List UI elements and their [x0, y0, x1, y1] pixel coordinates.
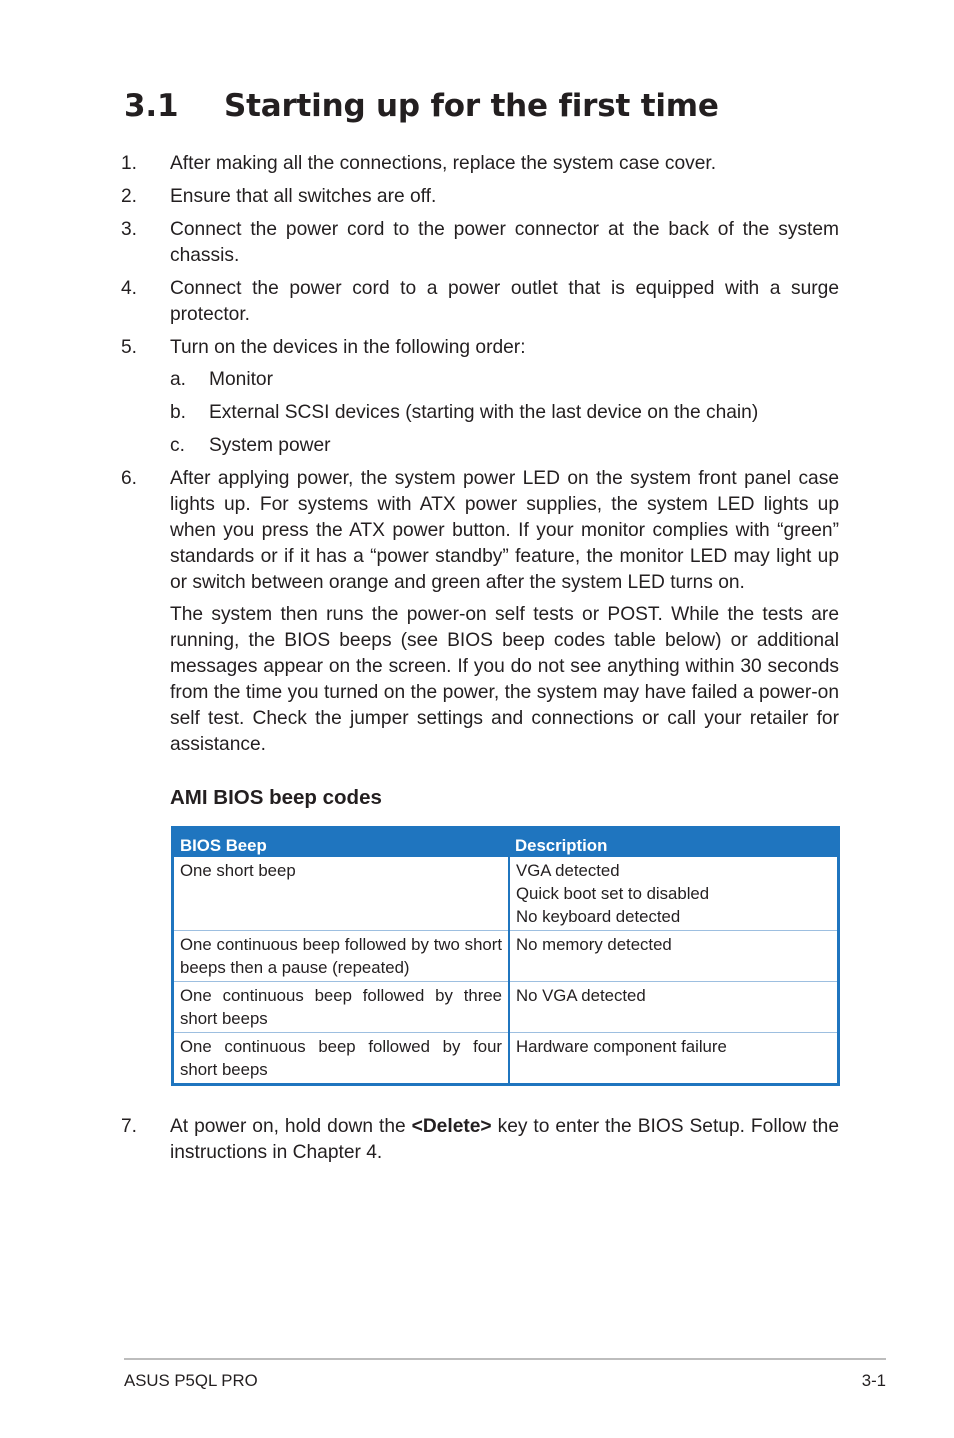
post-paragraph: The system then runs the power-on self tests or POST. While the tests are running, the BIOS beeps (see BIOS beep codes table below) or additional messages appear on the screen. If you do not see anything within 30 seconds from the time you turned on the power, the system may have failed a power-on self test. Check the jumper settings and connections or call your retailer for assistance.	[170, 604, 839, 755]
step-3	[121, 217, 839, 269]
section-number: 3.1	[124, 88, 179, 124]
description-line: No VGA detected	[516, 986, 646, 1005]
table-header-row	[173, 828, 839, 858]
beep-cell: One short beep	[173, 857, 510, 931]
substep-letter: a.	[170, 369, 187, 390]
step-1	[121, 151, 839, 177]
table-row	[173, 857, 839, 931]
table-row	[173, 982, 839, 1033]
step-number: 5.	[121, 337, 138, 358]
description-line: Hardware component failure	[516, 1037, 727, 1056]
description-line: No keyboard detected	[516, 907, 681, 926]
column-header-description: Description	[509, 828, 839, 858]
step-7	[121, 1114, 839, 1166]
section-title-text: Starting up for the first time	[224, 88, 719, 124]
step-text-before: At power on, hold down the	[170, 1116, 412, 1137]
step-2	[121, 184, 839, 210]
beep-cell: One continuous beep followed by four short beeps	[173, 1033, 510, 1085]
footer-product-name: ASUS P5QL PRO	[124, 1371, 258, 1390]
beep-codes-table	[171, 826, 840, 1086]
step-number: 7.	[121, 1116, 138, 1137]
step-6	[121, 466, 839, 596]
step-text-after: key to enter the BIOS Setup. Follow the instructions in Chapter 4.	[170, 1116, 839, 1163]
substep-a	[170, 367, 839, 393]
step-number: 4.	[121, 278, 138, 299]
description-cell	[509, 982, 839, 1033]
description-cell	[509, 857, 839, 931]
step-text: Turn on the devices in the following order:	[170, 337, 526, 358]
beep-cell: One continuous beep followed by three short beeps	[173, 982, 510, 1033]
substep-letter: b.	[170, 402, 187, 423]
step-5	[121, 335, 839, 361]
description-line: VGA detected	[516, 861, 620, 880]
step-text: Connect the power cord to the power connector at the back of the system chassis.	[170, 219, 839, 266]
column-header-bios-beep: BIOS Beep	[173, 828, 510, 858]
beep-codes-heading: AMI BIOS beep codes	[170, 786, 382, 809]
footer-page-number: 3-1	[861, 1371, 886, 1390]
substep-text: System power	[209, 435, 331, 456]
delete-key-label: <Delete>	[411, 1116, 492, 1137]
step-number: 3.	[121, 219, 138, 240]
substep-text: Monitor	[209, 369, 273, 390]
table-row	[173, 931, 839, 982]
description-cell	[509, 931, 839, 982]
table-row	[173, 1033, 839, 1085]
step-text	[170, 1114, 839, 1166]
step-4	[121, 276, 839, 328]
footer-divider	[124, 1358, 886, 1360]
step-text: Connect the power cord to a power outlet that is equipped with a surge protector.	[170, 278, 839, 325]
step-text: After making all the connections, replace the system case cover.	[170, 153, 717, 174]
substep-letter: c.	[170, 435, 185, 456]
step-number: 6.	[121, 468, 138, 489]
description-line: No memory detected	[516, 935, 672, 954]
description-cell	[509, 1033, 839, 1085]
substep-text: External SCSI devices (starting with the last device on the chain)	[209, 402, 759, 423]
step-text: Ensure that all switches are off.	[170, 186, 437, 207]
beep-cell: One continuous beep followed by two short beeps then a pause (repeated)	[173, 931, 510, 982]
step-number: 2.	[121, 186, 138, 207]
step-text: After applying power, the system power LED on the system front panel case lights up. For systems with ATX power supplies, the system LED lights up when you press the ATX power button. If your monitor complies with “green” standards or if it has a “power standby” feature, the monitor LED may light up or switch between orange and green after the system LED turns on.	[170, 468, 839, 593]
description-line: Quick boot set to disabled	[516, 884, 710, 903]
step-number: 1.	[121, 153, 138, 174]
substep-c	[170, 433, 839, 459]
page-title	[124, 88, 719, 124]
substep-b	[170, 400, 839, 426]
